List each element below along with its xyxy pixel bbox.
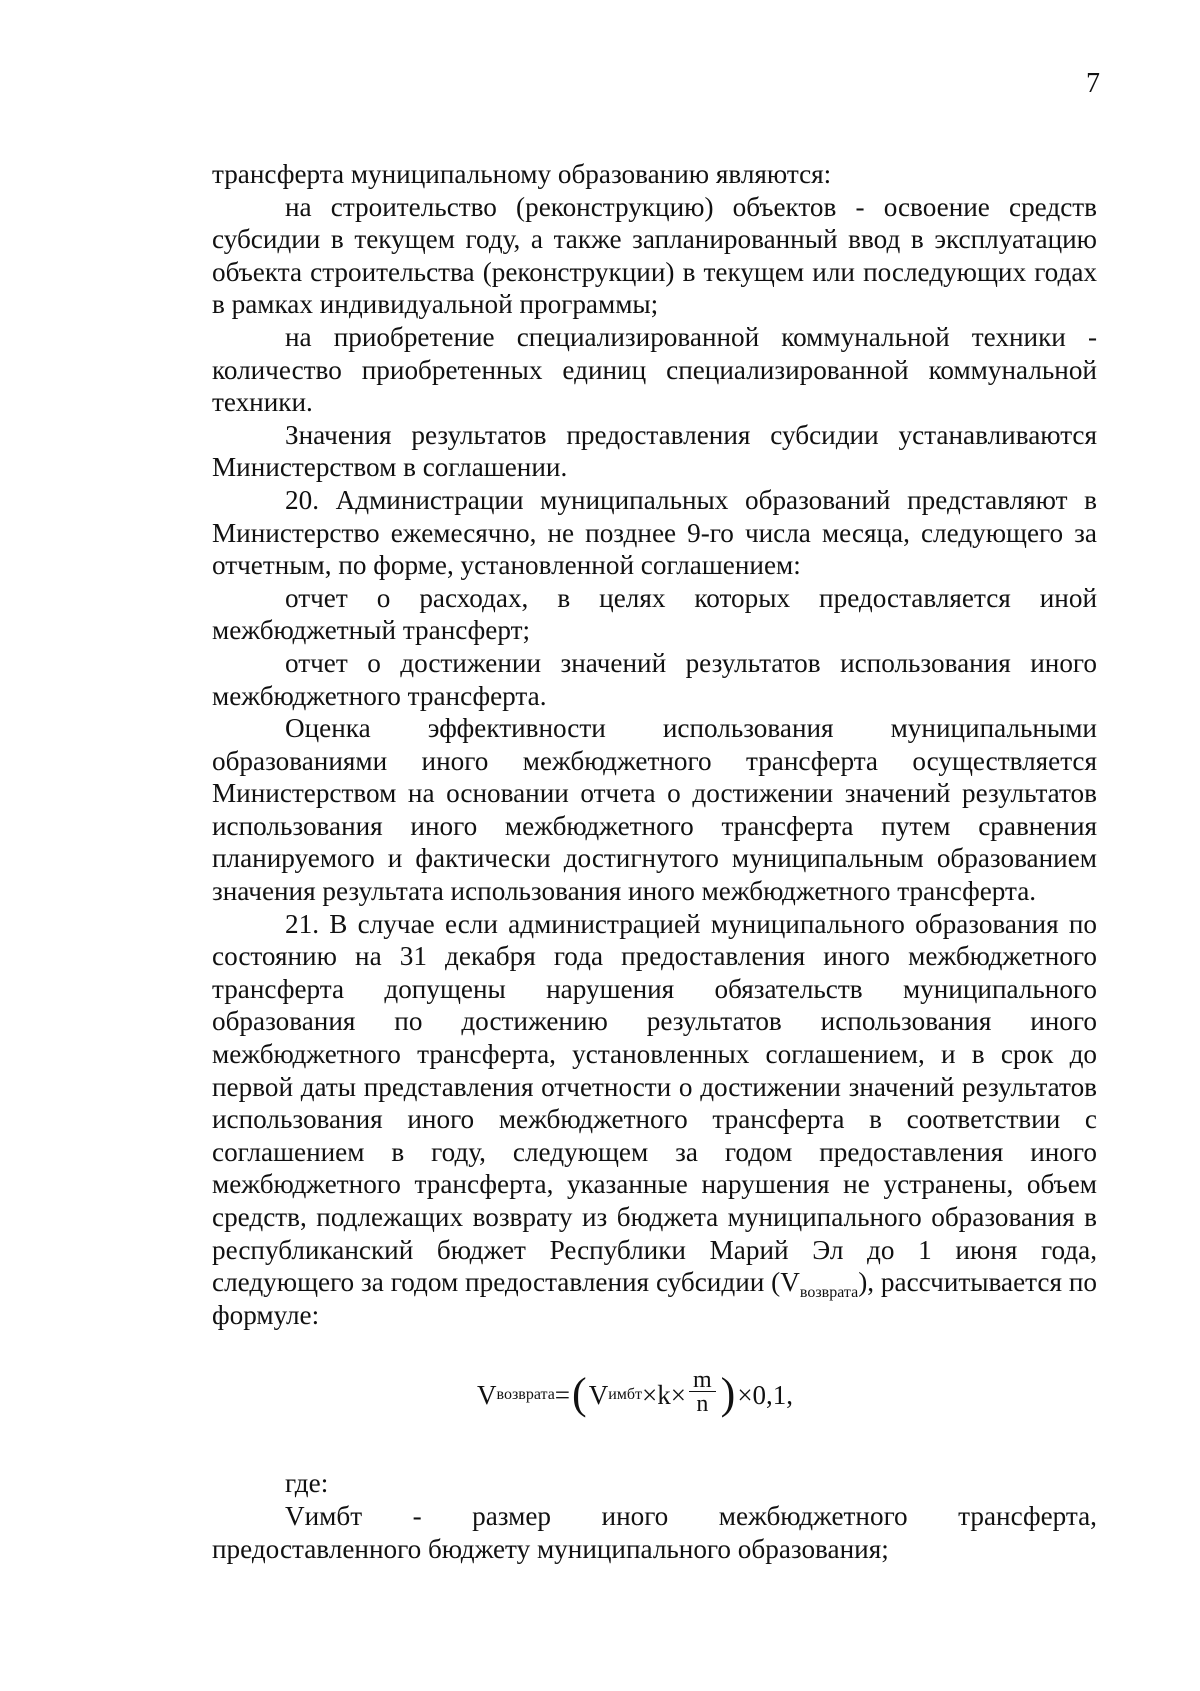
where-label: где:	[285, 1468, 329, 1499]
paragraph-21-tail: ), рассчитывается по формуле:	[212, 1267, 1097, 1330]
formula-times-k: ×k×	[642, 1379, 686, 1410]
vimbt-word: трансферта,	[958, 1500, 1097, 1531]
body-text	[212, 158, 1097, 1565]
formula-v-imbt: V	[588, 1379, 609, 1410]
paragraph-21-text: 21. В случае если администрацией муниципального образования по состоянию на 31 декабря года предоставления иного межбюджетного трансферта допущены нарушения обязательств муниципального образования по достижению результатов использования иного межбюджетного трансферта, установленных соглашением, и в срок до первой даты представления отчетности о достижении значений результатов использования иного межбюджетного трансферта в соответствии с соглашением в году, следующем за годом предоставления иного межбюджетного трансферта, указанные нарушения не устранены, объем средств, подлежащих возврату из бюджета муниципального образования в республиканский бюджет Республики Марий Эл до 1 июня года, следующего за годом предоставления субсидии (	[212, 908, 1097, 1298]
fraction-numerator: m	[689, 1369, 716, 1392]
formula-block	[212, 1331, 1097, 1449]
formula-fraction	[689, 1369, 716, 1416]
formula-lhs: V	[477, 1379, 497, 1410]
paragraph: отчет о достижении значений результатов использования иного межбюджетного трансферта.	[212, 647, 1097, 711]
vimbt-definition-line2: предоставленного бюджету муниципального образования;	[212, 1533, 889, 1564]
return-formula: V возврата = ( V имбт ×k× $\frac{m}{n}$ ) ×0,1,	[477, 1367, 794, 1418]
vimbt-symbol: Vимбт	[285, 1500, 363, 1531]
paragraph: Оценка эффективности использования муниципальными образованиями иного межбюджетного трансферта осуществляется Министерством на основании отчета о достижении значений результатов использования иного межбюджетного трансферта путем сравнения планируемого и фактически достигнутого муниципальным образованием значения результата использования иного межбюджетного трансферта.	[212, 713, 1097, 907]
formula-tail: ×0,1,	[737, 1379, 794, 1410]
fraction-denominator: n	[696, 1391, 709, 1418]
vimbt-word: межбюджетного	[718, 1500, 908, 1531]
paragraph: Значения результатов предоставления субсидии устанавливаются Министерством в соглашении.	[212, 419, 1097, 483]
vimbt-dash: -	[412, 1500, 422, 1531]
paragraph: на строительство (реконструкцию) объектов - освоение средств субсидии в текущем году, а также запланированный ввод в эксплуатацию объекта строительства (реконструкции) в текущем или последующих годах в рамках индивидуальной программы;	[212, 191, 1097, 320]
paragraph: трансферта муниципальному образованию являются:	[212, 159, 832, 189]
v-return-subscript: возврата	[799, 1284, 859, 1302]
paragraph: отчет о расходах, в целях которых предоставляется иной межбюджетный трансферт;	[212, 582, 1097, 646]
formula-equals: =	[554, 1379, 571, 1410]
vimbt-word: размер	[472, 1500, 552, 1531]
v-return-symbol: V	[780, 1267, 800, 1298]
paragraph: на приобретение специализированной коммунальной техники - количество приобретенных единиц специализированной коммунальной техники.	[212, 321, 1097, 418]
formula-open-paren: (	[572, 1368, 587, 1418]
vimbt-word: иного	[601, 1500, 669, 1531]
page-number: 7	[1086, 68, 1100, 99]
definition-vimbt	[212, 1500, 1097, 1533]
formula-close-paren: )	[720, 1368, 736, 1418]
paragraph: 20. Администрации муниципальных образований представляют в Министерство ежемесячно, не позднее 9-го числа месяца, следующего за отчетным, по форме, установленной соглашением:	[212, 484, 1097, 581]
paragraph-21	[212, 908, 1097, 1332]
